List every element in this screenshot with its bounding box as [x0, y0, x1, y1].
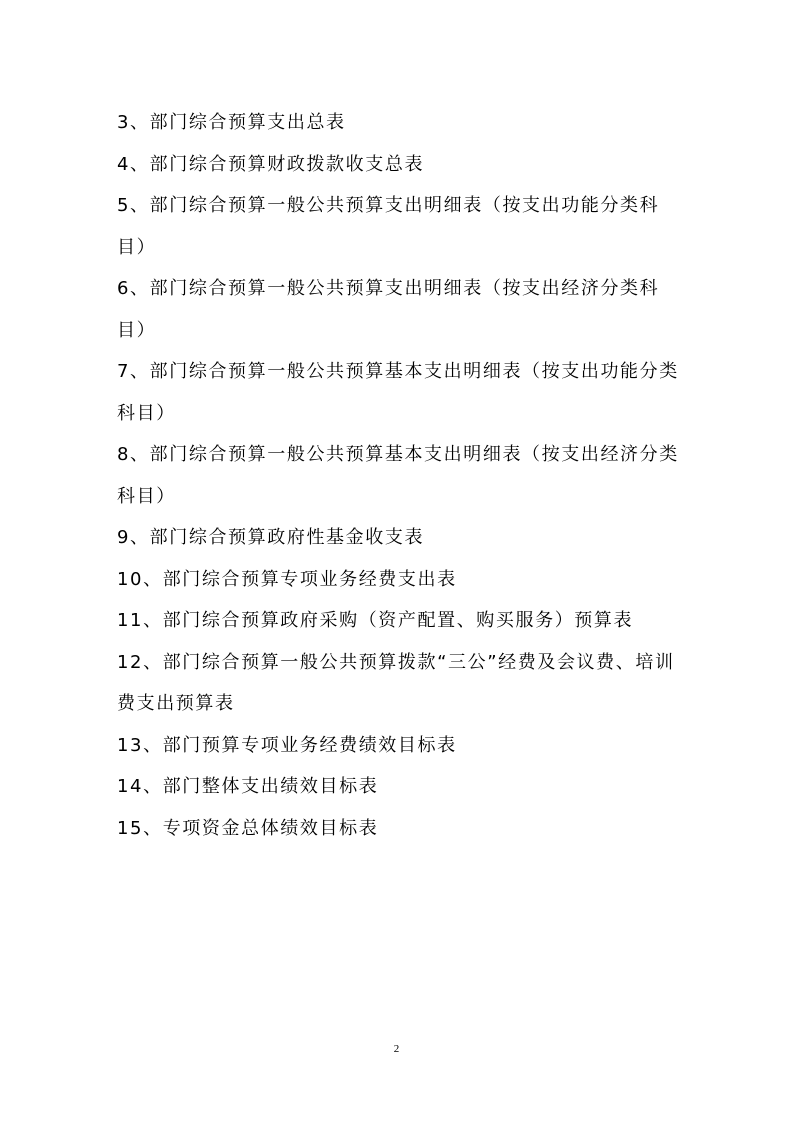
list-item: 15、专项资金总体绩效目标表	[117, 817, 379, 839]
list-item: 6、部门综合预算一般公共预算支出明细表（按支出经济分类科目）	[117, 278, 660, 341]
list-item: 11、部门综合预算政府采购（资产配置、购买服务）预算表	[117, 610, 634, 631]
list-item: 7、部门综合预算一般公共预算基本支出明细表（按支出功能分类科目）	[117, 361, 679, 424]
list-item: 9、部门综合预算政府性基金收支表	[117, 527, 425, 548]
table-of-contents-list	[117, 102, 687, 849]
list-item: 3、部门综合预算支出总表	[117, 112, 346, 133]
page-number: 2	[393, 1043, 400, 1055]
list-item: 13、部门预算专项业务经费绩效目标表	[117, 734, 457, 756]
list-item: 10、部门综合预算专项业务经费支出表	[117, 568, 457, 590]
list-item: 12、部门综合预算一般公共预算拨款“三公”经费及会议费、培训费支出预算表	[117, 651, 675, 714]
list-item: 8、部门综合预算一般公共预算基本支出明细表（按支出经济分类科目）	[117, 444, 679, 507]
list-item: 4、部门综合预算财政拨款收支总表	[117, 153, 425, 175]
list-item: 5、部门综合预算一般公共预算支出明细表（按支出功能分类科目）	[117, 195, 660, 258]
list-item: 14、部门整体支出绩效目标表	[117, 776, 379, 797]
